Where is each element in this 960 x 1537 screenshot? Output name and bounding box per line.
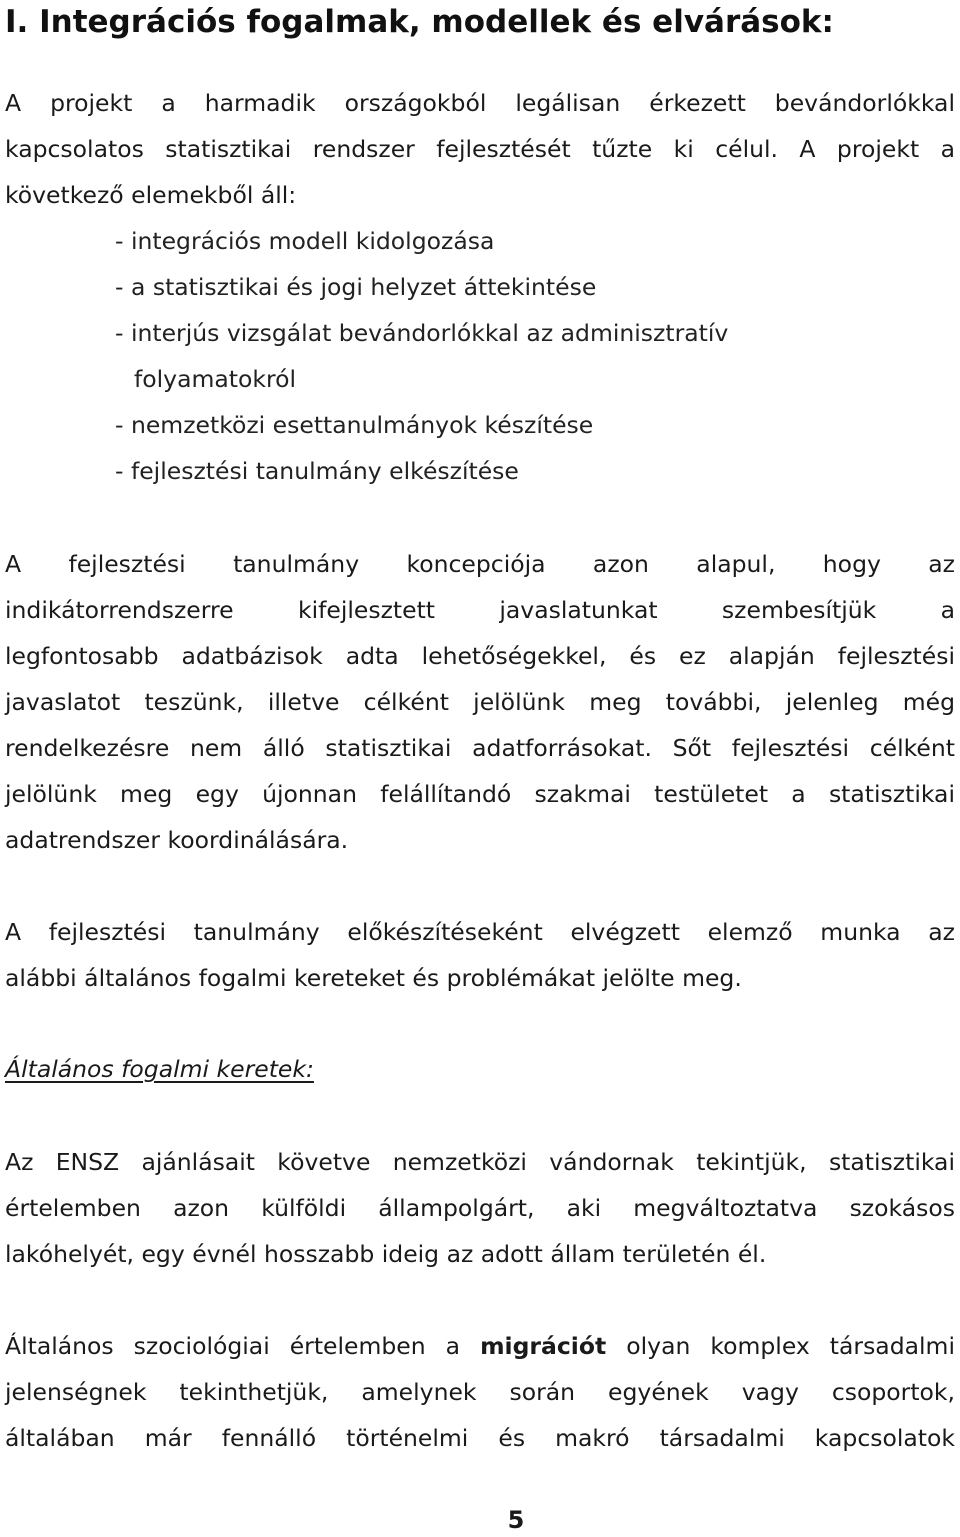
concept-line: rendelkezésre nem álló statisztikai adatforrásokat. Sőt fejlesztési célként [5, 734, 955, 762]
migration-line-1-end: olyan komplex társadalmi [626, 1332, 955, 1360]
preparation-paragraph [5, 909, 955, 1001]
migration-term: migrációt [480, 1332, 607, 1360]
concept-line: A fejlesztési tanulmány koncepciója azon alapul, hogy az [5, 550, 955, 578]
migration-line-1 [5, 1323, 955, 1369]
intro-line-2: kapcsolatos statisztikai rendszer fejlesztését tűzte ki célul. A projekt a [5, 135, 955, 163]
concept-line: javaslatot teszünk, illetve célként jelölünk meg további, jelenleg még [5, 688, 955, 716]
list-item: - nemzetközi esettanulmányok készítése [115, 411, 594, 439]
list-item: - fejlesztési tanulmány elkészítése [115, 457, 519, 485]
migration-line-3: általában már fennálló történelmi és makró társadalmi kapcsolatok [5, 1424, 955, 1452]
intro-line-3: következő elemekből áll: [5, 181, 297, 209]
list-item: - interjús vizsgálat bevándorlókkal az adminisztratív [115, 319, 729, 347]
ensz-paragraph [5, 1139, 955, 1277]
list-item: - a statisztikai és jogi helyzet áttekintése [115, 273, 597, 301]
intro-paragraph [5, 80, 955, 218]
concept-line: legfontosabb adatbázisok adta lehetőségekkel, és ez alapján fejlesztési [5, 642, 955, 670]
concept-line: adatrendszer koordinálására. [5, 826, 349, 854]
prep-line: A fejlesztési tanulmány előkészítéseként elvégzett elemző munka az [5, 918, 955, 946]
project-elements-list [115, 218, 728, 494]
migration-line-1-start: Általános szociológiai értelemben a [5, 1332, 461, 1360]
migration-line-2: jelenségnek tekinthetjük, amelynek során egyének vagy csoportok, [5, 1378, 955, 1406]
subheading-general-framework: Általános fogalmi keretek: [5, 1055, 314, 1083]
concept-line: indikátorrendszerre kifejlesztett javaslatunkat szembesítjük a [5, 596, 955, 624]
prep-line: alábbi általános fogalmi kereteket és problémákat jelölte meg. [5, 964, 742, 992]
list-item-continuation: folyamatokról [134, 365, 297, 393]
concept-line: jelölünk meg egy újonnan felállítandó szakmai testületet a statisztikai [5, 780, 955, 808]
concept-paragraph [5, 541, 955, 863]
ensz-line: értelemben azon külföldi állampolgárt, aki megváltoztatva szokásos [5, 1194, 955, 1222]
page-number: 5 [507, 1506, 525, 1534]
intro-line-1: A projekt a harmadik országokból legálisan érkezett bevándorlókkal [5, 89, 955, 117]
ensz-line: Az ENSZ ajánlásait követve nemzetközi vándornak tekintjük, statisztikai [5, 1148, 955, 1176]
ensz-line: lakóhelyét, egy évnél hosszabb ideig az adott állam területén él. [5, 1240, 767, 1268]
page-heading: I. Integrációs fogalmak, modellek és elvárások: [5, 4, 834, 40]
list-item: - integrációs modell kidolgozása [115, 227, 495, 255]
migration-paragraph [5, 1323, 955, 1461]
